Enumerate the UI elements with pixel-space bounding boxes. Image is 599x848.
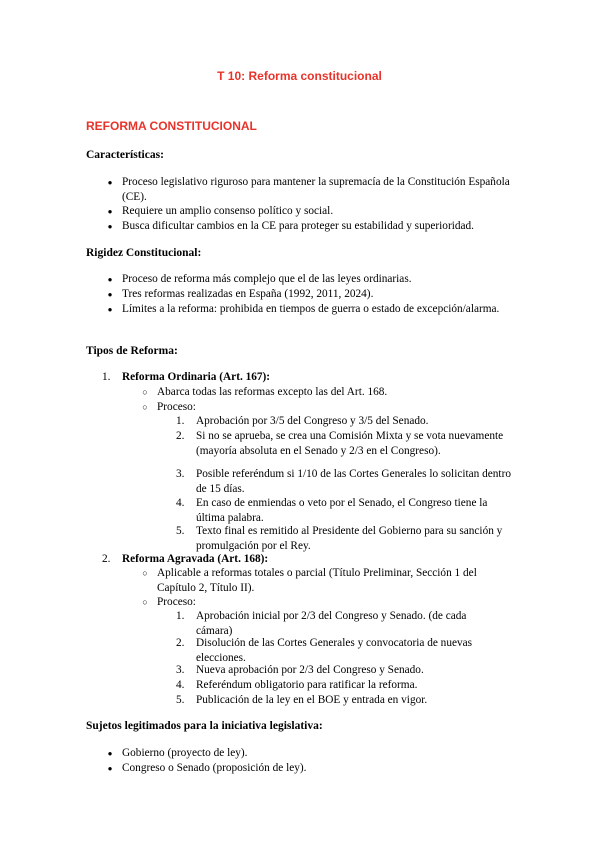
step-item: Nueva aprobación por 2/3 del Congreso y Senado. xyxy=(196,664,424,676)
step-item: Texto final es remitido al Presidente del Gobierno para su sanción y promulgación por el Rey. xyxy=(196,525,503,552)
step-number: 4. xyxy=(176,497,185,509)
step-item: Disolución de las Cortes Generales y convocatoria de nuevas elecciones. xyxy=(196,637,473,664)
step-item: Publicación de la ley en el BOE y entrada en vigor. xyxy=(196,694,428,706)
bullet-icon: ● xyxy=(107,764,113,773)
tipos-heading: Tipos de Reforma: xyxy=(86,345,178,357)
bullet-icon: ● xyxy=(107,749,113,758)
step-number: 3. xyxy=(176,664,185,676)
circle-bullet-icon: ○ xyxy=(142,568,148,578)
circle-bullet-icon: ○ xyxy=(142,402,148,412)
list-item: Abarca todas las reformas excepto las del Art. 168. xyxy=(157,386,388,398)
document-title: T 10: Reforma constitucional xyxy=(217,69,382,83)
bullet-icon: ● xyxy=(107,207,113,216)
step-number: 1. xyxy=(176,610,185,622)
list-item: Tres reformas realizadas en España (1992, 2011, 2024). xyxy=(122,288,374,300)
step-number: 2. xyxy=(176,637,185,649)
step-number: 3. xyxy=(176,468,185,480)
step-number: 2. xyxy=(176,430,185,442)
step-number: 1. xyxy=(176,415,185,427)
step-item: Aprobación por 3/5 del Congreso y 3/5 del Senado. xyxy=(196,415,429,427)
reforma-agravada-title: Reforma Agravada (Art. 168): xyxy=(122,553,269,565)
list-item: Proceso: xyxy=(157,401,196,413)
bullet-icon: ● xyxy=(107,290,113,299)
bullet-icon: ● xyxy=(107,178,113,187)
step-item: Posible referéndum si 1/10 de las Cortes Generales lo solicitan dentro de 15 días. xyxy=(196,468,511,495)
step-item: Referéndum obligatorio para ratificar la reforma. xyxy=(196,679,418,691)
list-item: Busca dificultar cambios en la CE para proteger su estabilidad y superioridad. xyxy=(122,220,474,232)
list-item: Gobierno (proyecto de ley). xyxy=(122,747,248,759)
step-number: 5. xyxy=(176,525,185,537)
list-number: 2. xyxy=(102,553,111,565)
rigidez-heading: Rigidez Constitucional: xyxy=(86,247,202,259)
sujetos-heading: Sujetos legitimados para la iniciativa legislativa: xyxy=(86,720,323,732)
list-item: Proceso legislativo riguroso para mantener la supremacía de la Constitución Española (CE). xyxy=(122,176,510,203)
bullet-icon: ● xyxy=(107,222,113,231)
list-item: Aplicable a reformas totales o parcial (Título Preliminar, Sección 1 del Capítulo 2, Título II). xyxy=(157,567,477,594)
list-item: Requiere un amplio consenso político y social. xyxy=(122,205,334,217)
circle-bullet-icon: ○ xyxy=(142,597,148,607)
step-number: 4. xyxy=(176,679,185,691)
step-item: Aprobación inicial por 2/3 del Congreso y Senado. (de cada cámara) xyxy=(196,610,467,637)
section-title: REFORMA CONSTITUCIONAL xyxy=(86,119,257,133)
caracteristicas-heading: Características: xyxy=(86,149,164,161)
step-item: Si no se aprueba, se crea una Comisión Mixta y se vota nuevamente (mayoría absoluta en el Senado y 2/3 en el Congreso). xyxy=(196,430,504,457)
bullet-icon: ● xyxy=(107,305,113,314)
list-item: Congreso o Senado (proposición de ley). xyxy=(122,762,307,774)
list-item: Proceso: xyxy=(157,596,196,608)
step-number: 5. xyxy=(176,694,185,706)
list-item: Límites a la reforma: prohibida en tiempos de guerra o estado de excepción/alarma. xyxy=(122,303,500,315)
circle-bullet-icon: ○ xyxy=(142,387,148,397)
list-item: Proceso de reforma más complejo que el de las leyes ordinarias. xyxy=(122,273,412,285)
reforma-ordinaria-title: Reforma Ordinaria (Art. 167): xyxy=(122,371,271,383)
list-number: 1. xyxy=(102,371,111,383)
bullet-icon: ● xyxy=(107,275,113,284)
step-item: En caso de enmiendas o veto por el Senado, el Congreso tiene la última palabra. xyxy=(196,497,488,524)
